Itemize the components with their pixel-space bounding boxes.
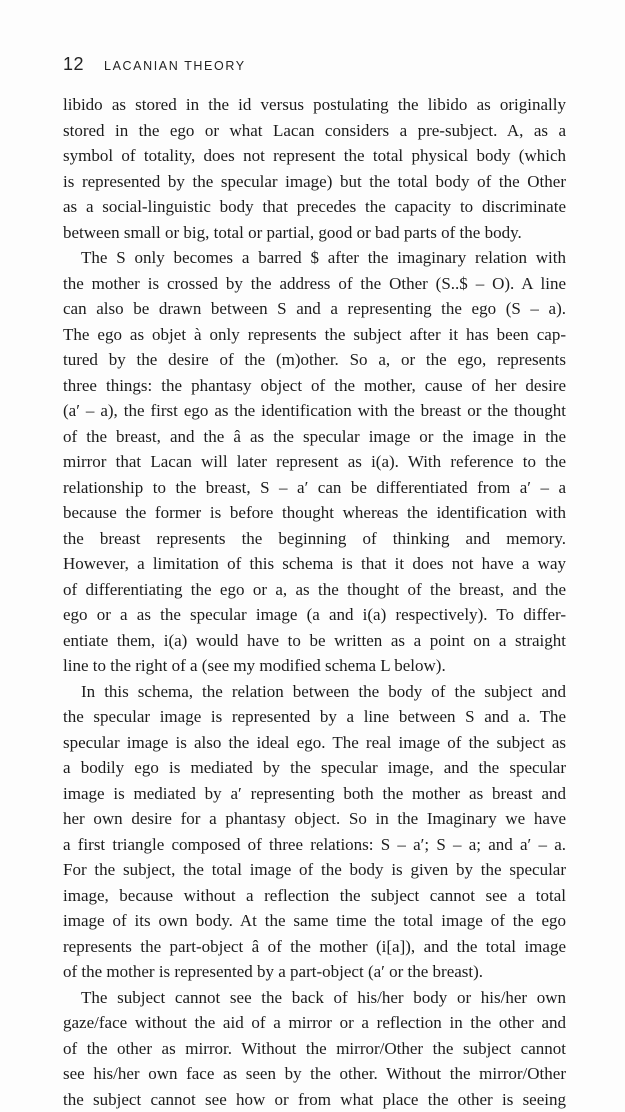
text-line: The S only becomes a barred $ after the imaginary relation with [63, 245, 566, 271]
text-line: line to the right of a (see my modified schema L below). [63, 653, 566, 679]
paragraph [63, 679, 566, 985]
text-line: gaze/face without the aid of a mirror or a reflection in the other and [63, 1010, 566, 1036]
text-line: The subject cannot see the back of his/her body or his/her own [63, 985, 566, 1011]
text-line: of the other as mirror. Without the mirror/Other the subject cannot [63, 1036, 566, 1062]
text-line: stored in the ego or what Lacan considers a pre-subject. A, as a [63, 118, 566, 144]
text-line: For the subject, the total image of the body is given by the specular [63, 857, 566, 883]
text-line: specular image is also the ideal ego. The real image of the subject as [63, 730, 566, 756]
paragraph [63, 245, 566, 679]
text-line: represents the part-object â of the mother (i[a]), and the total image [63, 934, 566, 960]
text-line: libido as stored in the id versus postulating the libido as originally [63, 92, 566, 118]
running-head [63, 54, 246, 78]
text-line: of the mother is represented by a part-object (a′ or the breast). [63, 959, 566, 985]
text-line: symbol of totality, does not represent the total physical body (which [63, 143, 566, 169]
text-line: a bodily ego is mediated by the specular image, and the specular [63, 755, 566, 781]
text-line: a first triangle composed of three relations: S – a′; S – a; and a′ – a. [63, 832, 566, 858]
text-line: the specular image is represented by a line between S and a. The [63, 704, 566, 730]
paragraph [63, 985, 566, 1112]
text-line: image is mediated by a′ representing both the mother as breast and [63, 781, 566, 807]
text-line: However, a limitation of this schema is that it does not have a way [63, 551, 566, 577]
text-line: three things: the phantasy object of the mother, cause of her desire [63, 373, 566, 399]
running-title: LACANIAN THEORY [104, 59, 246, 73]
text-line: her own desire for a phantasy object. So in the Imaginary we have [63, 806, 566, 832]
page-number: 12 [63, 54, 84, 75]
body-text [63, 92, 566, 1112]
text-line: between small or big, total or partial, good or bad parts of the body. [63, 220, 566, 246]
text-line: entiate them, i(a) would have to be written as a point on a straight [63, 628, 566, 654]
text-line: mirror that Lacan will later represent as i(a). With reference to the [63, 449, 566, 475]
text-line: (a′ – a), the first ego as the identification with the breast or the thought [63, 398, 566, 424]
text-line: tured by the desire of the (m)other. So a, or the ego, represents [63, 347, 566, 373]
text-line: the mother is crossed by the address of the Other (S..$ – O). A line [63, 271, 566, 297]
text-line: the subject cannot see how or from what place the other is seeing [63, 1087, 566, 1112]
text-line: The ego as objet à only represents the subject after it has been cap- [63, 322, 566, 348]
text-line: is represented by the specular image) but the total body of the Other [63, 169, 566, 195]
text-line: see his/her own face as seen by the other. Without the mirror/Other [63, 1061, 566, 1087]
text-line: In this schema, the relation between the body of the subject and [63, 679, 566, 705]
text-line: the breast represents the beginning of thinking and memory. [63, 526, 566, 552]
text-line: image of its own body. At the same time the total image of the ego [63, 908, 566, 934]
text-line: ego or a as the specular image (a and i(a) respectively). To differ- [63, 602, 566, 628]
text-line: of differentiating the ego or a, as the thought of the breast, and the [63, 577, 566, 603]
paragraph [63, 92, 566, 245]
text-line: as a social-linguistic body that precedes the capacity to discriminate [63, 194, 566, 220]
text-line: of the breast, and the â as the specular image or the image in the [63, 424, 566, 450]
text-line: relationship to the breast, S – a′ can be differentiated from a′ – a [63, 475, 566, 501]
text-line: because the former is before thought whereas the identification with [63, 500, 566, 526]
text-line: can also be drawn between S and a representing the ego (S – a). [63, 296, 566, 322]
text-line: image, because without a reflection the subject cannot see a total [63, 883, 566, 909]
